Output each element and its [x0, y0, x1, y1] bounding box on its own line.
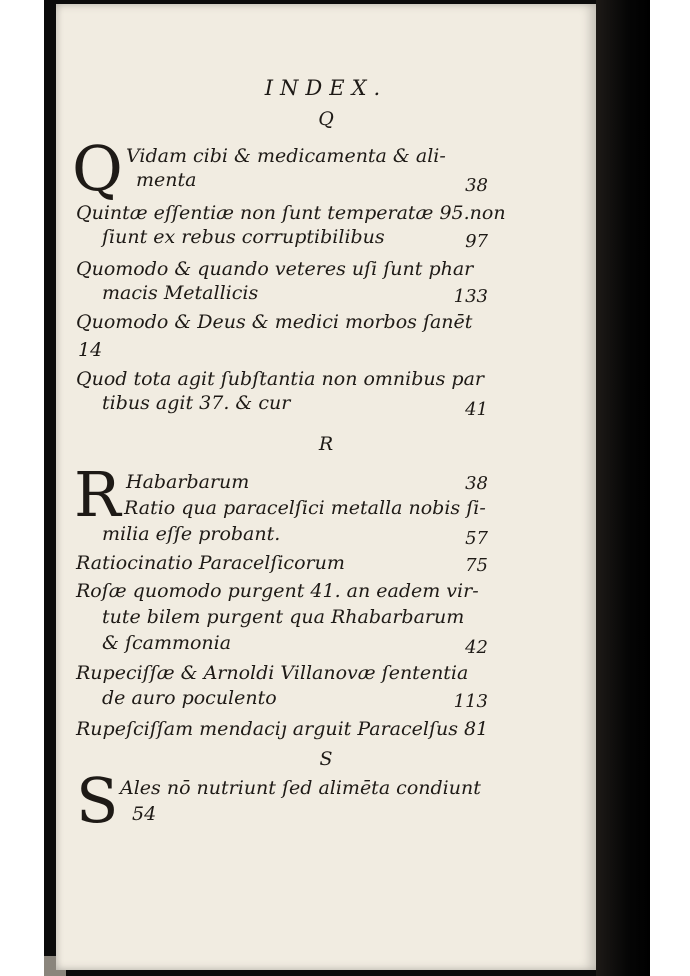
- drop-initial-s: S: [76, 764, 119, 837]
- page-number: 42: [465, 637, 488, 658]
- index-entry-line: Quomodo & Deus & medici morbos ſanēt: [76, 311, 473, 333]
- index-entry-line: Ratiocinatio Paracelſicorum: [76, 552, 345, 574]
- index-entry-line: Roſæ quomodo purgent 41. an eadem vir-: [76, 580, 479, 602]
- page-number: 57: [465, 528, 488, 549]
- index-entry-line: Quintæ eſſentiæ non ſunt temperatæ 95.non: [76, 202, 506, 224]
- index-entry-line: Ales nō nutriunt ſed alimēta condiunt: [120, 777, 481, 799]
- index-entry-line: & ſcammonia: [102, 632, 232, 654]
- book-edge-shadow: [596, 0, 650, 976]
- section-letter-q: Q: [318, 108, 334, 130]
- index-entry-line: 14: [78, 339, 103, 361]
- page-number: 75: [465, 555, 488, 576]
- page-number: 97: [465, 231, 488, 252]
- index-entry-line: milia eſſe probant.: [102, 523, 281, 545]
- index-entry-line: Quod tota agit ſubſtantia non omnibus par: [76, 368, 484, 390]
- index-entry-line: ſiunt ex rebus corruptibilibus: [102, 226, 385, 248]
- index-entry-line: Quomodo & quando veteres uſi ſunt phar: [76, 258, 474, 280]
- index-entry-line: Habarbarum: [126, 471, 250, 493]
- drop-initial-r: R: [74, 458, 121, 531]
- index-entry-line: Ratio qua paracelſici metalla nobis ſi-: [124, 497, 486, 519]
- book-page: [56, 4, 596, 970]
- section-letter-r: R: [318, 433, 334, 455]
- index-entry-line: menta: [136, 169, 197, 191]
- page-header: INDEX.: [264, 76, 388, 100]
- index-entry-line: macis Metallicis: [102, 282, 259, 304]
- page-number: 38: [465, 175, 488, 196]
- section-letter-s: S: [319, 748, 333, 770]
- index-entry-line: Vidam cibi & medicamenta & ali-: [126, 145, 446, 167]
- page-number: 41: [465, 399, 488, 420]
- index-entry-line: tibus agit 37. & cur: [102, 392, 291, 414]
- index-entry-line: Rupeciſſæ & Arnoldi Villanovæ ſententia: [76, 662, 469, 684]
- page-number: 133: [453, 286, 488, 307]
- drop-initial-q: Q: [72, 132, 123, 205]
- page-number: 38: [465, 473, 488, 494]
- page-number: 113: [453, 691, 488, 712]
- index-entry-line: 54: [132, 803, 157, 825]
- index-entry-line: tute bilem purgent qua Rhabarbarum: [102, 606, 465, 628]
- index-entry-line: Rupeſciſſam mendaciȷ arguit Paracelſus 81: [76, 718, 489, 740]
- index-entry-line: de auro poculento: [102, 687, 277, 709]
